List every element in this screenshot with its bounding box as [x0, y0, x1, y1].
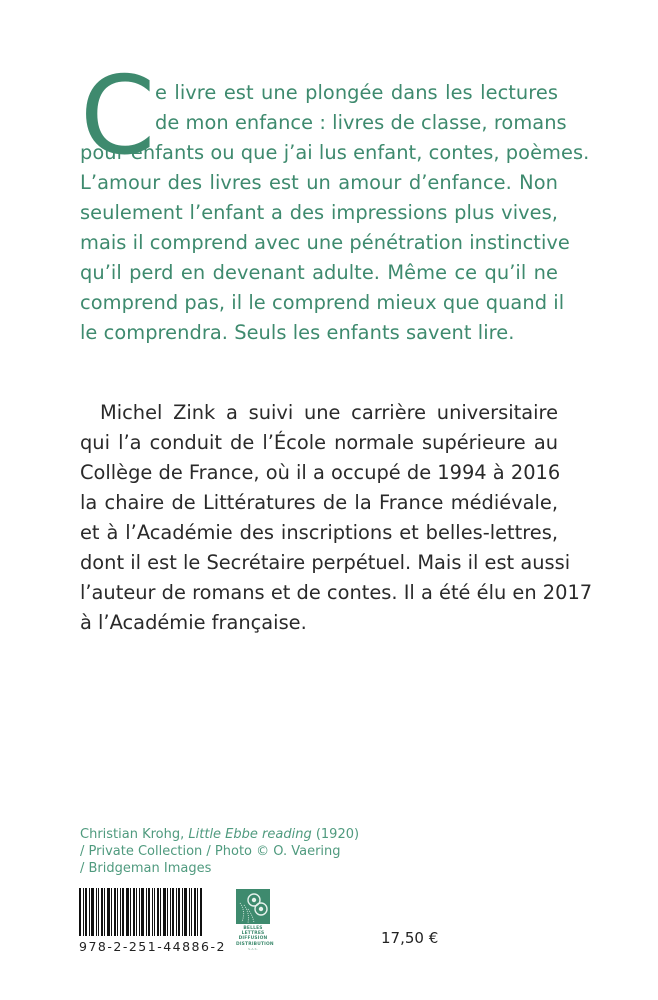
- bio-line: l’auteur de romans et de contes. Il a été élu en 2017: [80, 581, 593, 604]
- author-bio: [80, 398, 593, 638]
- publisher-logo: [236, 889, 274, 951]
- intro-line: de mon enfance : livres de classe, romans: [155, 111, 567, 134]
- intro-line: le comprendra. Seuls les enfants savent lire.: [80, 321, 515, 344]
- credit-year: (1920): [311, 827, 360, 842]
- intro-line: pour enfants ou que j’ai lus enfant, contes, poèmes.: [80, 141, 590, 164]
- intro-paragraph: [80, 78, 590, 348]
- credit-line-2: / Private Collection / Photo © O. Vaering: [80, 844, 341, 859]
- publisher-logo-icon: [236, 889, 270, 924]
- bio-line: à l’Académie française.: [80, 611, 307, 634]
- barcode: [79, 888, 225, 958]
- publisher-logo-text: [236, 926, 274, 952]
- image-credit: [80, 826, 359, 877]
- bio-line: Collège de France, où il a occupé de 1994 à 2016: [80, 461, 561, 484]
- intro-line: comprend pas, il le comprend mieux que quand il: [80, 291, 565, 314]
- publisher-line-1: BELLES LETTRES: [241, 926, 265, 937]
- bio-line: la chaire de Littératures de la France médiévale,: [80, 491, 558, 514]
- credit-artist: Christian Krohg,: [80, 827, 189, 842]
- bio-line: qui l’a conduit de l’École normale supérieure au: [80, 431, 558, 454]
- barcode-icon: [79, 888, 225, 936]
- publisher-line-2: DIFFUSION: [238, 936, 268, 942]
- isbn-number: 978-2-251-44886-2: [79, 939, 226, 954]
- intro-line: e livre est une plongée dans les lectures: [155, 81, 558, 104]
- credit-line-1: [80, 826, 359, 843]
- bio-line: dont il est le Secrétaire perpétuel. Mais il est aussi: [80, 551, 571, 574]
- intro-line: seulement l’enfant a des impressions plus vives,: [80, 201, 558, 224]
- price: 17,50 €: [381, 929, 439, 947]
- bio-line: Michel Zink a suivi une carrière universitaire: [100, 401, 558, 424]
- bio-line: et à l’Académie des inscriptions et belles-lettres,: [80, 521, 558, 544]
- drop-cap: C: [80, 54, 156, 179]
- publisher-line-3: DISTRIBUTION: [236, 941, 274, 947]
- publisher-line-4: S.A.S.: [248, 946, 258, 951]
- credit-line-3: / Bridgeman Images: [80, 861, 212, 876]
- intro-line: L’amour des livres est un amour d’enfance. Non: [80, 171, 558, 194]
- intro-line: mais il comprend avec une pénétration instinctive: [80, 231, 570, 254]
- intro-line: qu’il perd en devenant adulte. Même ce qu’il ne: [80, 261, 558, 284]
- credit-title: Little Ebbe reading: [188, 827, 312, 842]
